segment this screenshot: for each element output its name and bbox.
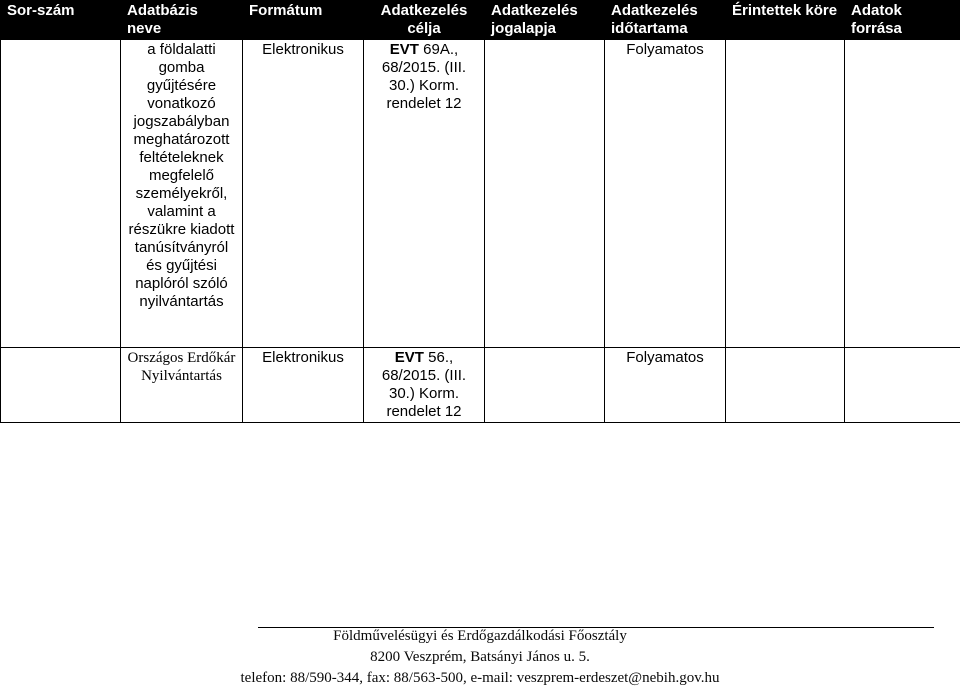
footer-department: Földművelésügyi és Erdőgazdálkodási Főosztály: [0, 626, 960, 647]
header-formatum: Formátum: [243, 1, 364, 40]
table-header-row: [1, 1, 960, 40]
law-abbrev: EVT: [390, 41, 419, 58]
cell-adatok-forrasa: [845, 348, 960, 423]
cell-adatkezeles-jogalapja: [485, 348, 605, 423]
table-row: [1, 40, 960, 348]
cell-adatkezeles-jogalapja: [485, 40, 605, 348]
cell-erintettek-kore: [726, 40, 845, 348]
cell-adatkezeles-idotartama: Folyamatos: [605, 348, 726, 423]
cell-adatkezeles-idotartama: Folyamatos: [605, 40, 726, 348]
footer-address: 8200 Veszprém, Batsányi János u. 5.: [0, 647, 960, 668]
cell-adatkezeles-celja: [364, 348, 485, 423]
cell-adatbazis-neve: Országos Erdőkár Nyilvántartás: [121, 348, 243, 423]
header-adatkezeles-idotartama: Adatkezelés időtartama: [605, 1, 726, 40]
cell-formatum: Elektronikus: [243, 40, 364, 348]
header-erintettek-kore: Érintettek köre: [726, 1, 845, 40]
cell-adatbazis-neve: a földalatti gomba gyűjtésére vonatkozó jogszabályban meghatározott feltételeknek megfelelő személyekről, valamint a részükre kiadott tanúsítványról és gyűjtési naplóról szóló nyilvántartás: [121, 40, 243, 348]
header-adatkezeles-celja: Adatkezelés célja: [364, 1, 485, 40]
law-reference-rest: , 68/2015. (III. 30.) Korm. rendelet 12: [382, 41, 466, 112]
law-paragraph: 69A.: [419, 41, 454, 58]
page-footer: [0, 626, 960, 689]
footer-contact: telefon: 88/590-344, fax: 88/563-500, e-mail: veszprem-erdeszet@nebih.gov.hu: [0, 668, 960, 689]
cell-sorszam: [1, 348, 121, 423]
law-reference-rest: , 68/2015. (III. 30.) Korm. rendelet 12: [382, 349, 466, 420]
header-sorszam: Sor-szám: [1, 1, 121, 40]
cell-erintettek-kore: [726, 348, 845, 423]
header-adatok-forrasa: Adatok forrása: [845, 1, 960, 40]
cell-formatum: Elektronikus: [243, 348, 364, 423]
cell-adatok-forrasa: [845, 40, 960, 348]
law-abbrev: EVT: [395, 349, 424, 366]
cell-sorszam: [1, 40, 121, 348]
law-paragraph: 56.: [424, 349, 449, 366]
cell-adatkezeles-celja: [364, 40, 485, 348]
header-adatkezeles-jogalapja: Adatkezelés jogalapja: [485, 1, 605, 40]
table-row: [1, 348, 960, 423]
header-adatbazis-neve: Adatbázis neve: [121, 1, 243, 40]
